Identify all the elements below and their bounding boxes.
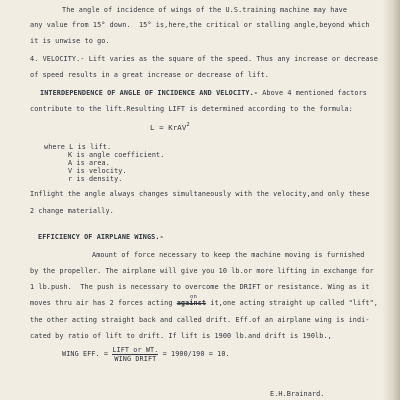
paragraph-line: 1 lb.push. The push is necessary to overcome the DRIFT or resistance. Wing as it xyxy=(30,283,370,291)
paragraph-line: Inflight the angle always changes simultaneously with the velocity,and only these xyxy=(30,190,370,198)
formula-text: L = KrAV xyxy=(150,123,187,132)
line-text: moves thru air has 2 forces acting xyxy=(30,299,177,307)
paragraph-line: it is unwise to go. xyxy=(30,37,110,45)
paragraph-line: cated by ratio of lift to drift. If lift is 1900 lb.and drift is 190lb., xyxy=(30,332,332,340)
paragraph-line: the other acting straight back and called drift. Eff.of an airplane wing is indi- xyxy=(30,316,370,324)
paragraph-line: 2 change materially. xyxy=(30,207,114,215)
paragraph-line: The angle of incidence of wings of the U.S.training machine may have xyxy=(62,6,348,14)
paragraph-line: by the propeller. The airplane will give you 10 lb.or more lifting in exchange for xyxy=(30,267,374,275)
heading-tail-text: Above 4 mentioned factors xyxy=(258,89,367,97)
section-heading: INTERDEPENDENCE OF ANGLE OF INCIDENCE AND VELOCITY.- xyxy=(40,89,258,97)
handwritten-insertion: on xyxy=(190,294,197,300)
equation-right: = 1900/190 = 10. xyxy=(158,350,230,358)
paragraph-line: of speed results in a great increase or decrease of lift. xyxy=(30,71,269,79)
fraction-numerator: LIFT or WT. xyxy=(112,346,159,354)
paragraph-line xyxy=(30,299,378,307)
legend-line: where L is lift. xyxy=(44,143,112,151)
efficiency-equation xyxy=(62,346,230,363)
page-edge-shadow xyxy=(382,0,400,400)
signature-text: E.H.Brainard. xyxy=(270,390,325,398)
struck-word: against xyxy=(176,299,207,307)
equation-left: WING EFF. = xyxy=(62,350,113,358)
paragraph-line: any value from 15° down. 15° is,here,the critical or stalling angle,beyond which xyxy=(30,21,370,29)
legend-line: r is density. xyxy=(68,175,123,183)
legend-line: V is velocity. xyxy=(68,167,127,175)
legend-line: K is angle coefficient. xyxy=(68,151,165,159)
paragraph-line: contribute to the lift.Resulting LIFT is determined according to the formula: xyxy=(30,105,353,113)
paragraph-line: 4. VELOCITY.- Lift varies as the square of the speed. Thus any increase or decrease xyxy=(30,55,378,63)
lift-formula xyxy=(150,124,190,133)
equation-fraction xyxy=(112,346,158,363)
section-heading: EFFICIENCY OF AIRPLANE WINGS.- xyxy=(38,233,164,241)
legend-line: A is area. xyxy=(68,159,110,167)
formula-exponent: 2 xyxy=(186,122,190,128)
paragraph-line: Amount of force necessary to keep the machine moving is furnished xyxy=(92,251,365,259)
fraction-denominator: WING DRIFT xyxy=(114,355,157,363)
section-heading-line xyxy=(40,89,367,97)
line-text: it,one acting straight up called "lift", xyxy=(206,299,378,307)
